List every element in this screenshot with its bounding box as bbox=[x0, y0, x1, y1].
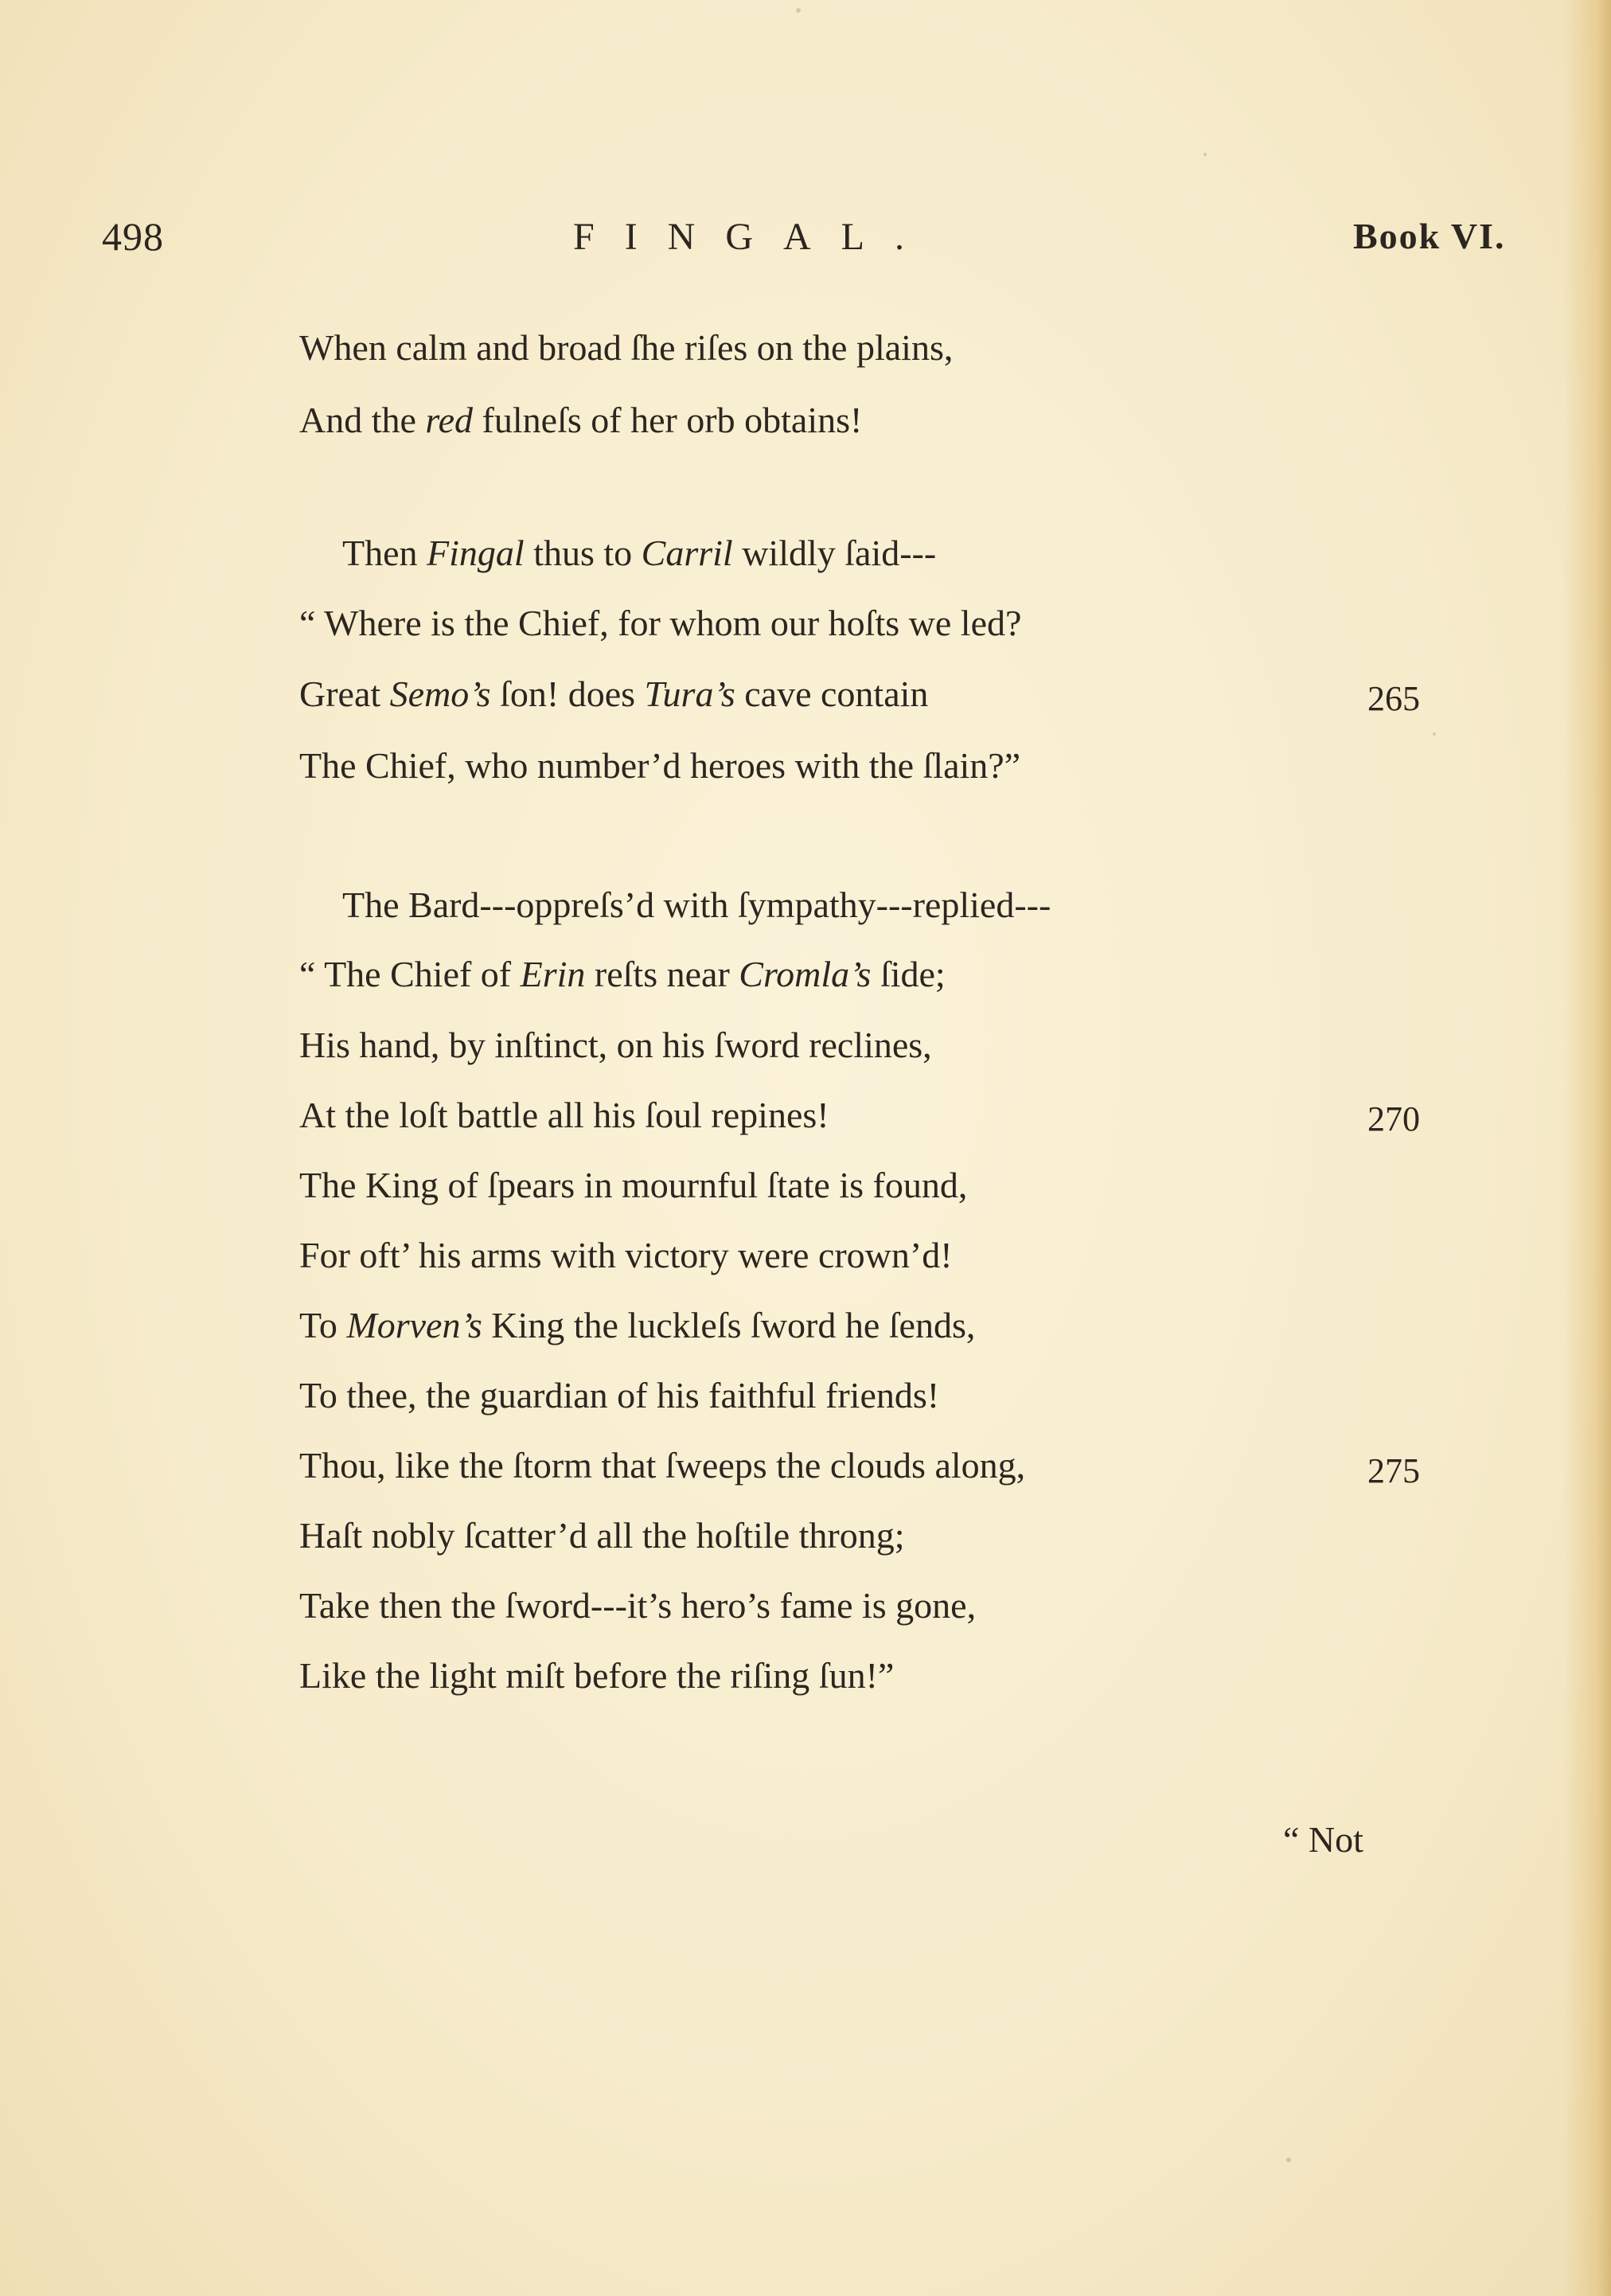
verse-line: Haſt nobly ſcatter’d all the hoſtile throng; bbox=[299, 1515, 905, 1556]
running-header bbox=[0, 213, 1611, 277]
catchword: “ Not bbox=[1283, 1819, 1363, 1860]
verse-line: And the red fulneſs of her orb obtains! bbox=[299, 400, 863, 440]
verse-line: To Morven’s King the luckleſs ſword he ſends, bbox=[299, 1305, 976, 1345]
verse-line: Like the light miſt before the riſing ſun!” bbox=[299, 1655, 895, 1696]
verse-line: The Bard---oppreſs’d with ſympathy---replied--- bbox=[342, 884, 1051, 925]
verse-line: When calm and broad ſhe riſes on the plains, bbox=[299, 327, 954, 368]
verse-line: To thee, the guardian of his faithful friends! bbox=[299, 1375, 940, 1415]
verse-line: Take then the ſword---it’s hero’s fame is gone, bbox=[299, 1585, 977, 1626]
verse-line: Great Semo’s ſon! does Tura’s cave contain bbox=[299, 674, 929, 714]
verse-line: His hand, by inſtinct, on his ſword reclines, bbox=[299, 1025, 932, 1065]
paper-speck bbox=[1203, 153, 1207, 156]
verse-line: The King of ſpears in mournful ſtate is found, bbox=[299, 1165, 968, 1205]
verse-line: At the loſt battle all his ſoul repines! bbox=[299, 1095, 829, 1135]
verse-line: The Chief, who number’d heroes with the ſlain?” bbox=[299, 745, 1021, 786]
verse-line: For oft’ his arms with victory were crown’d! bbox=[299, 1235, 953, 1275]
paper-speck bbox=[1433, 732, 1436, 736]
running-title: FINGAL. bbox=[573, 216, 934, 258]
line-number-270: 270 bbox=[1367, 1099, 1420, 1138]
line-number-265: 265 bbox=[1367, 679, 1420, 718]
page-edge-shading bbox=[1563, 0, 1611, 2296]
page-number: 498 bbox=[102, 214, 164, 259]
line-number-275: 275 bbox=[1367, 1451, 1420, 1490]
book-label: Book VI. bbox=[1353, 216, 1506, 256]
verse-line: “ Where is the Chief, for whom our hoſts we led? bbox=[299, 603, 1022, 643]
paper-speck bbox=[796, 8, 801, 13]
paper-speck bbox=[1286, 2157, 1291, 2162]
verse-line: “ The Chief of Erin reſts near Cromla’s ſide; bbox=[299, 954, 946, 994]
verse-line: Then Fingal thus to Carril wildly ſaid--- bbox=[342, 533, 937, 573]
verse-line: Thou, like the ſtorm that ſweeps the clouds along, bbox=[299, 1445, 1026, 1486]
